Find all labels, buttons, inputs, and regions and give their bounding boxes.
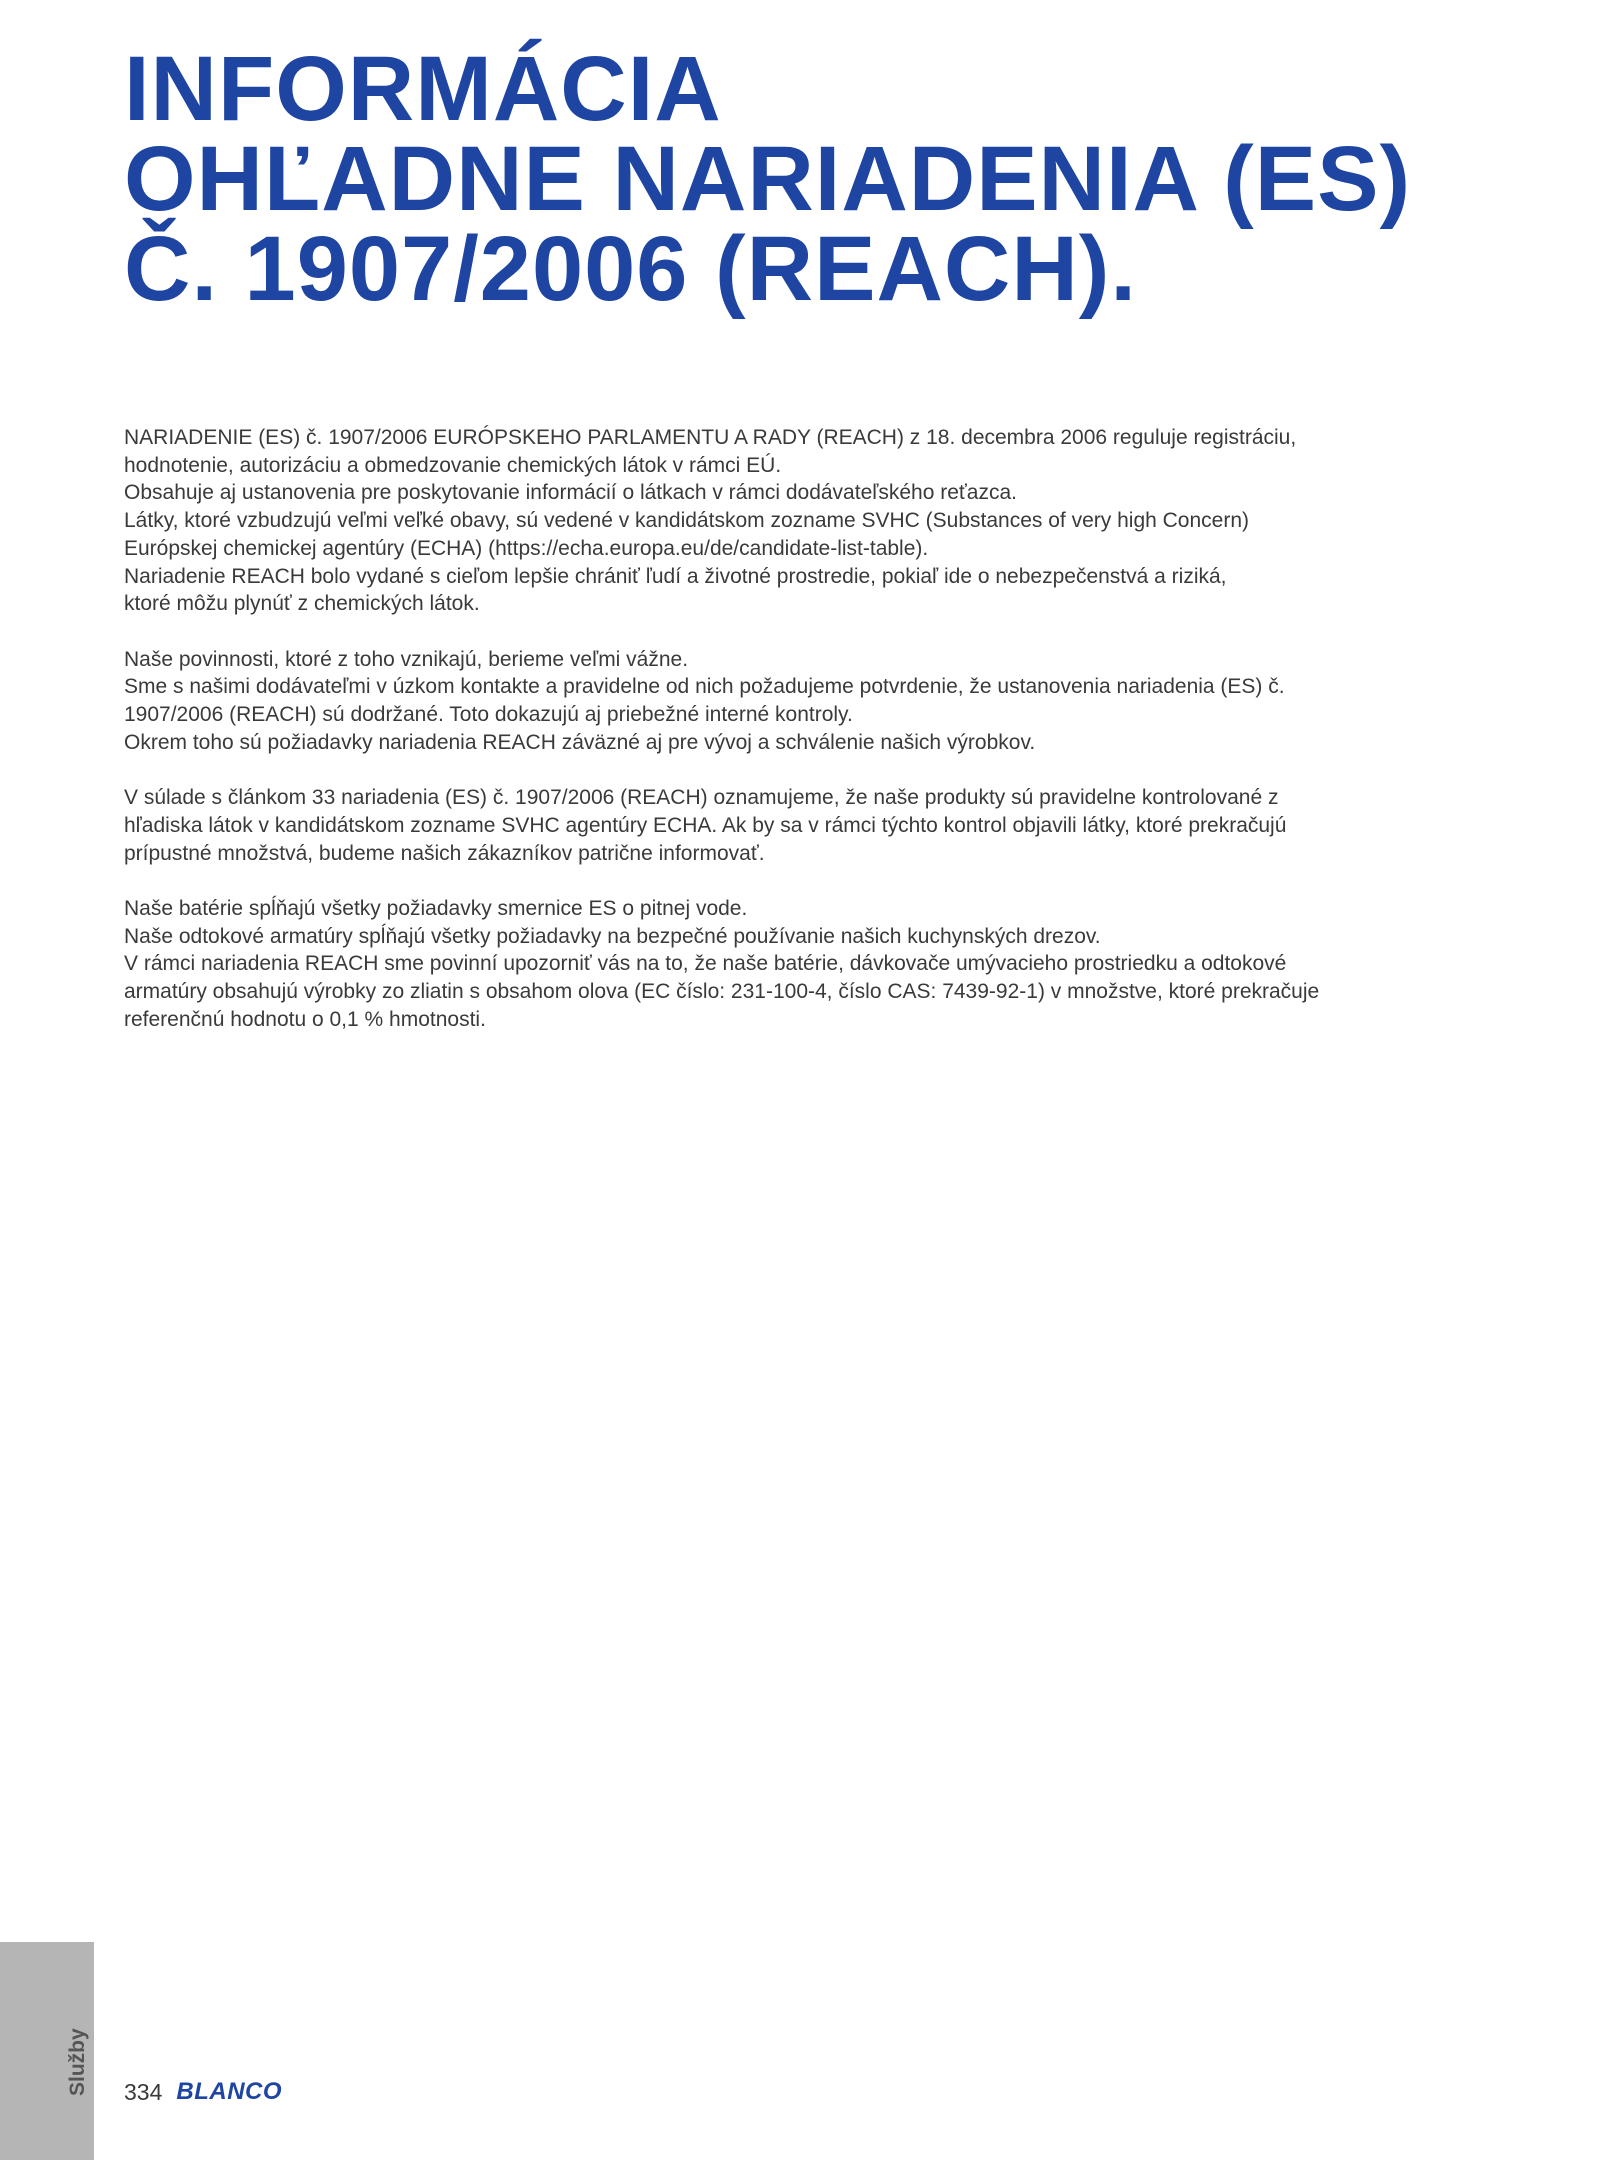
title-line-3: Č. 1907/2006 (REACH). — [124, 218, 1137, 320]
text-line: Naše batérie spĺňajú všetky požiadavky smernice ES o pitnej vode. — [124, 896, 748, 920]
paragraph-lead-notice — [124, 895, 1474, 1034]
text-line: V súlade s článkom 33 nariadenia (ES) č. 1907/2006 (REACH) oznamujeme, že naše produkty sú pravidelne kontrolované z — [124, 786, 1279, 810]
text-line: Naše povinnosti, ktoré z toho vznikajú, berieme veľmi vážne. — [124, 647, 689, 671]
page-number: 334 — [124, 2078, 163, 2105]
section-side-tab-label: Služby — [66, 2028, 89, 2096]
text-line: Naše odtokové armatúry spĺňajú všetky požiadavky na bezpečné používanie našich kuchynských drezov. — [124, 924, 1101, 948]
page-footer — [124, 2078, 282, 2106]
text-line: V rámci nariadenia REACH sme povinní upozorniť vás na to, že naše batérie, dávkovače umývacieho prostriedku a odtokové — [124, 952, 1287, 976]
text-line: Nariadenie REACH bolo vydané s cieľom lepšie chrániť ľudí a životné prostredie, pokiaľ ide o nebezpečenstvá a riziká, — [124, 564, 1227, 588]
text-line: NARIADENIE (ES) č. 1907/2006 EURÓPSKEHO PARLAMENTU A RADY (REACH) z 18. decembra 2006 reguluje registráciu, — [124, 426, 1297, 449]
text-line: Obsahuje aj ustanovenia pre poskytovanie informácií o látkach v rámci dodávateľského reťazca. — [124, 481, 1017, 505]
paragraph-reach-intro — [124, 424, 1474, 618]
text-line: Sme s našimi dodávateľmi v úzkom kontakte a pravidelne od nich požadujeme potvrdenie, že ustanovenia nariadenia (ES) č. — [124, 675, 1285, 699]
brand-logo: BLANCO — [176, 2078, 283, 2105]
body-text — [124, 424, 1474, 1061]
text-line: armatúry obsahujú výrobky zo zliatin s obsahom olova (EC číslo: 231-100-4, číslo CAS: 7439-92-1) v množstve, ktoré prekračuje — [124, 980, 1320, 1004]
paragraph-article-33 — [124, 784, 1474, 867]
text-line: Európskej chemickej agentúry (ECHA) (https://echa.europa.eu/de/candidate-list-table). — [124, 536, 929, 560]
title-line-2: OHĽADNE NARIADENIA (ES) — [124, 128, 1412, 230]
text-line: hodnotenie, autorizáciu a obmedzovanie chemických látok v rámci EÚ. — [124, 453, 782, 477]
text-line: referenčnú hodnotu o 0,1 % hmotnosti. — [124, 1007, 486, 1031]
text-line: Okrem toho sú požiadavky nariadenia REACH záväzné aj pre vývoj a schválenie našich výrobkov. — [124, 730, 1036, 754]
text-line: prípustné množstvá, budeme našich zákazníkov patrične informovať. — [124, 841, 765, 865]
text-line: ktoré môžu plynúť z chemických látok. — [124, 592, 480, 616]
page-title — [124, 38, 1504, 320]
text-line: hľadiska látok v kandidátskom zozname SVHC agentúry ECHA. Ak by sa v rámci týchto kontrol objavili látky, ktoré prekračujú — [124, 813, 1287, 837]
paragraph-obligations — [124, 646, 1474, 757]
text-line: 1907/2006 (REACH) sú dodržané. Toto dokazujú aj priebežné interné kontroly. — [124, 703, 853, 727]
title-line-1: INFORMÁCIA — [124, 38, 722, 140]
text-line: Látky, ktoré vzbudzujú veľmi veľké obavy, sú vedené v kandidátskom zozname SVHC (Substances of very high Concern) — [124, 509, 1250, 533]
